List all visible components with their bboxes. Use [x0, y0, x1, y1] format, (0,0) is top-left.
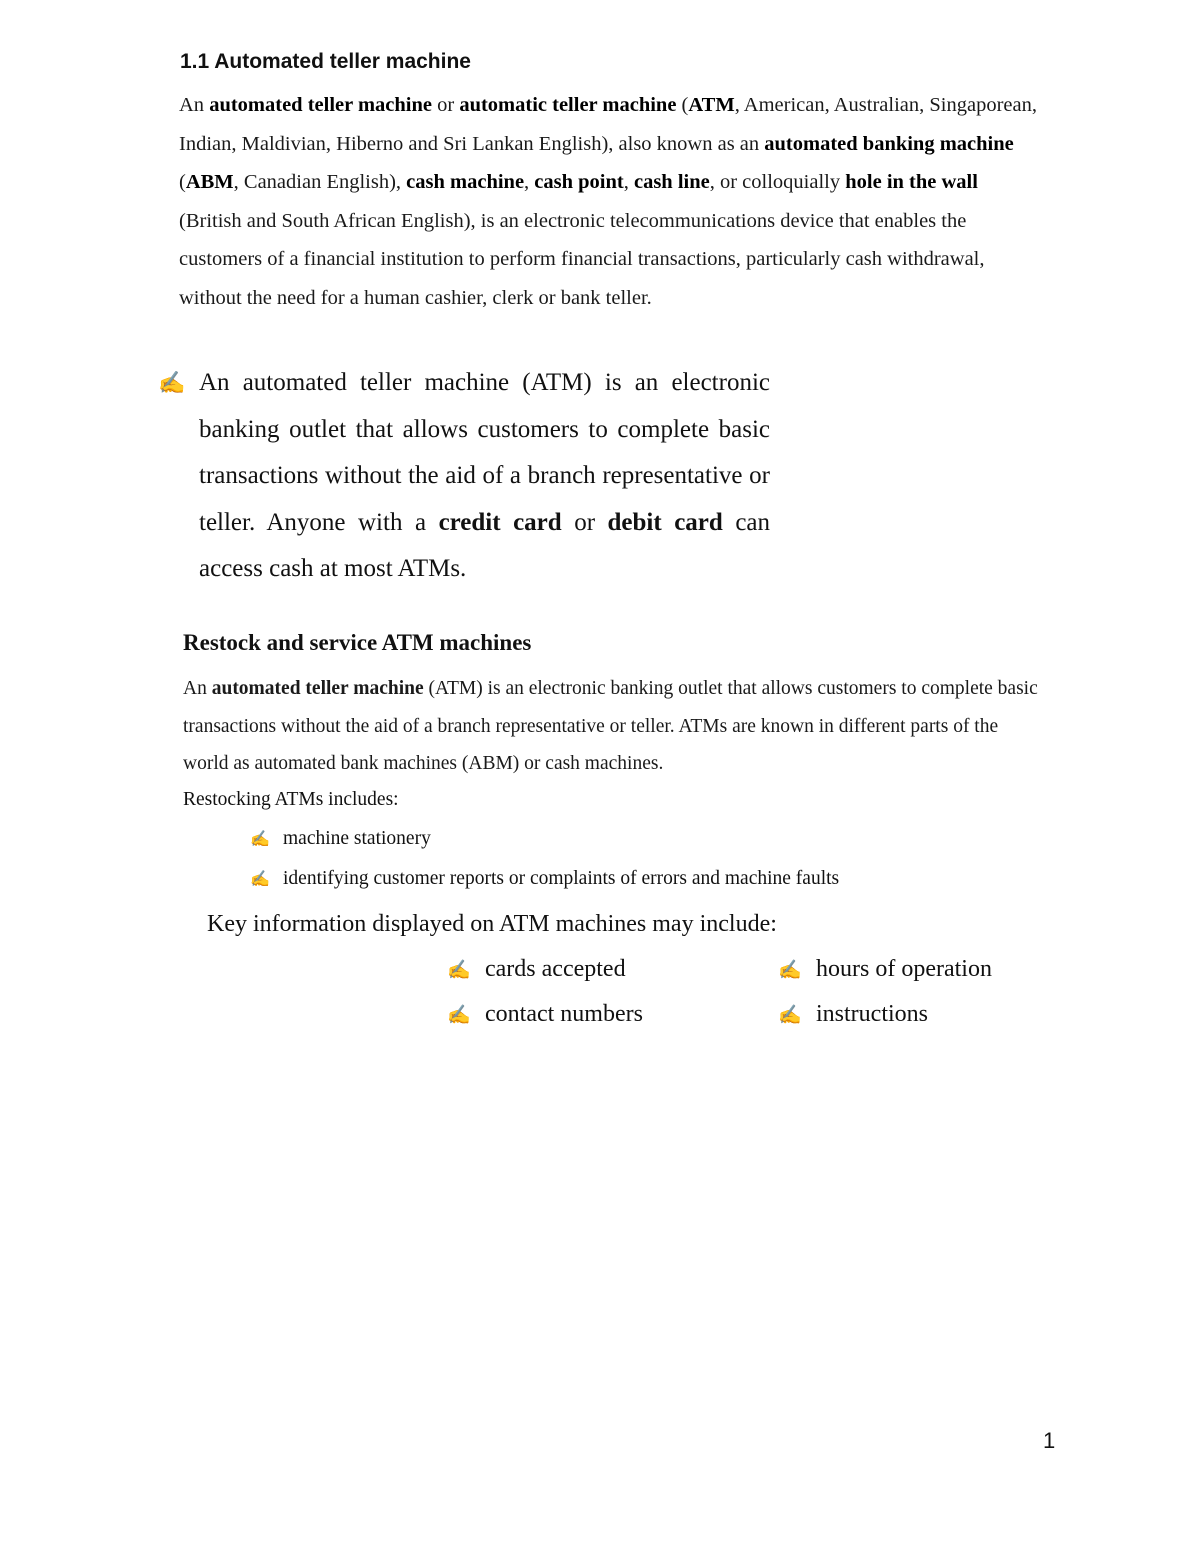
- list-item-label: instructions: [816, 1001, 928, 1027]
- writing-hand-icon: ✍: [778, 1005, 802, 1026]
- text-run: can access cash at most ATMs.: [199, 508, 771, 582]
- text-run: An: [183, 678, 212, 699]
- section-heading-restock: Restock and service ATM machines: [183, 630, 532, 655]
- list-item: [447, 952, 626, 988]
- bold-term: cash machine: [406, 171, 525, 194]
- list-item-label: contact numbers: [485, 1001, 643, 1027]
- text-run: , American, Australian, Singaporean, Indian, Maldivian, Hiberno and Sri Lankan English), also known as an: [179, 94, 1037, 155]
- list-item: [250, 860, 839, 900]
- writing-hand-icon: ✍: [250, 870, 270, 888]
- writing-hand-icon: ✍: [447, 960, 471, 981]
- section-heading-atm: 1.1 Automated teller machine: [180, 50, 471, 73]
- list-item: [250, 820, 839, 860]
- writing-hand-icon: ✍: [158, 370, 186, 395]
- list-item-label: hours of operation: [816, 956, 992, 982]
- bold-term: automated teller machine: [211, 678, 424, 699]
- writing-hand-icon: ✍: [447, 1005, 471, 1026]
- restock-paragraph: [183, 670, 1043, 783]
- text-run: ,: [524, 171, 535, 194]
- key-info-intro: Key information displayed on ATM machines may include:: [207, 911, 777, 937]
- restock-intro: Restocking ATMs includes:: [183, 789, 399, 810]
- text-run: (: [676, 94, 689, 116]
- writing-hand-icon: ✍: [250, 831, 270, 848]
- list-item: [778, 952, 992, 988]
- restock-list: [250, 820, 839, 899]
- text-run: or: [561, 508, 608, 536]
- bold-term: cash line: [633, 171, 710, 194]
- text-run: An automated teller machine (ATM) is an electronic banking outlet that allows customers to complete basic transactions without the aid of a branch representative or teller. Anyone with a: [199, 369, 770, 536]
- list-item-label: identifying customer reports or complaints of errors and machine faults: [283, 867, 840, 889]
- atm-definition-paragraph: [179, 86, 1045, 318]
- writing-hand-icon: ✍: [778, 960, 802, 981]
- list-item: [778, 997, 928, 1033]
- list-item: [447, 997, 643, 1033]
- bold-term: credit card: [438, 508, 562, 536]
- bold-term: automated banking machine: [764, 132, 1014, 155]
- bold-term: hole in the wall: [845, 171, 978, 194]
- bold-term: ABM: [185, 171, 234, 194]
- list-item-label: machine stationery: [283, 828, 431, 849]
- page-number: 1: [1043, 1428, 1056, 1453]
- atm-summary-bullet: [158, 360, 778, 593]
- bold-term: cash point: [534, 171, 624, 194]
- atm-summary-text: [199, 360, 770, 593]
- list-item-label: cards accepted: [485, 956, 626, 982]
- text-run: , or colloquially: [709, 171, 846, 194]
- text-run: , Canadian English),: [233, 171, 407, 194]
- text-run: (: [179, 171, 186, 194]
- bold-term: automatic teller machine: [459, 94, 677, 116]
- text-run: or: [432, 94, 460, 116]
- text-run: (ATM) is an electronic banking outlet that allows customers to complete basic transactions without the aid of a branch representative or teller. ATMs are known in different parts of the world as automated bank machines (ABM) or cash machines.: [183, 678, 1038, 774]
- text-run: An: [179, 94, 210, 116]
- bold-term: automated teller machine: [209, 94, 432, 116]
- bold-term: ATM: [688, 94, 735, 116]
- bold-term: debit card: [607, 508, 723, 536]
- text-run: (British and South African English), is an electronic telecommunications device that enables the customers of a financial institution to perform financial transactions, particularly cash withdrawal, without the need for a human cashier, clerk or bank teller.: [179, 209, 985, 309]
- text-run: ,: [623, 171, 634, 194]
